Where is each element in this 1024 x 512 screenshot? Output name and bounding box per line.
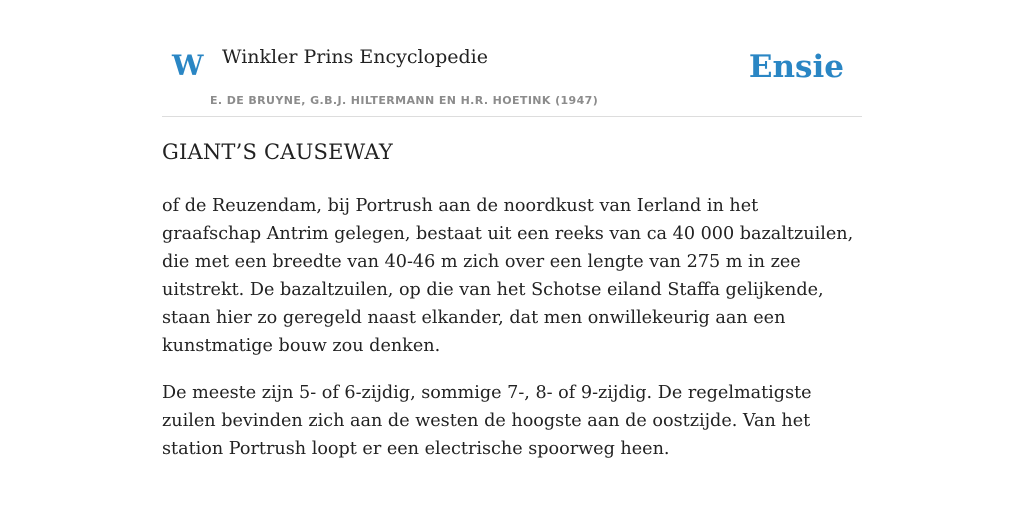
encyclopedia-logo[interactable]: W	[172, 49, 204, 82]
article-paragraph: of de Reuzendam, bij Portrush aan de noordkust van Ierland in het graafschap Antrim gelegen, bestaat uit een reeks van ca 40 000 bazaltzuilen, die met een breedte van 40-46 m zich over een lengte van 275 m in zee uitstrekt. De bazaltzuilen, op die van het Schotse eiland Staffa gelijkende, staan hier zo geregeld naast elkander, dat men onwillekeurig aan een kunstmatige bouw zou denken.	[162, 196, 854, 356]
article-headword: GIANT’S CAUSEWAY	[162, 140, 393, 164]
source-title[interactable]: Winkler Prins Encyclopedie	[222, 46, 488, 68]
article-card	[162, 0, 862, 512]
source-authors: E. DE BRUYNE, G.B.J. HILTERMANN EN H.R. HOETINK (1947)	[210, 94, 599, 107]
source-header	[162, 0, 862, 117]
article-paragraph: De meeste zijn 5- of 6-zijdig, sommige 7-, 8- of 9-zijdig. De regelmatigste zuilen bevinden zich aan de westen de hoogste aan de oostzijde. Van het station Portrush loopt er een electrische spoorweg heen.	[162, 383, 812, 459]
article-body	[162, 192, 862, 482]
ensie-logo[interactable]: Ensie	[748, 49, 844, 85]
